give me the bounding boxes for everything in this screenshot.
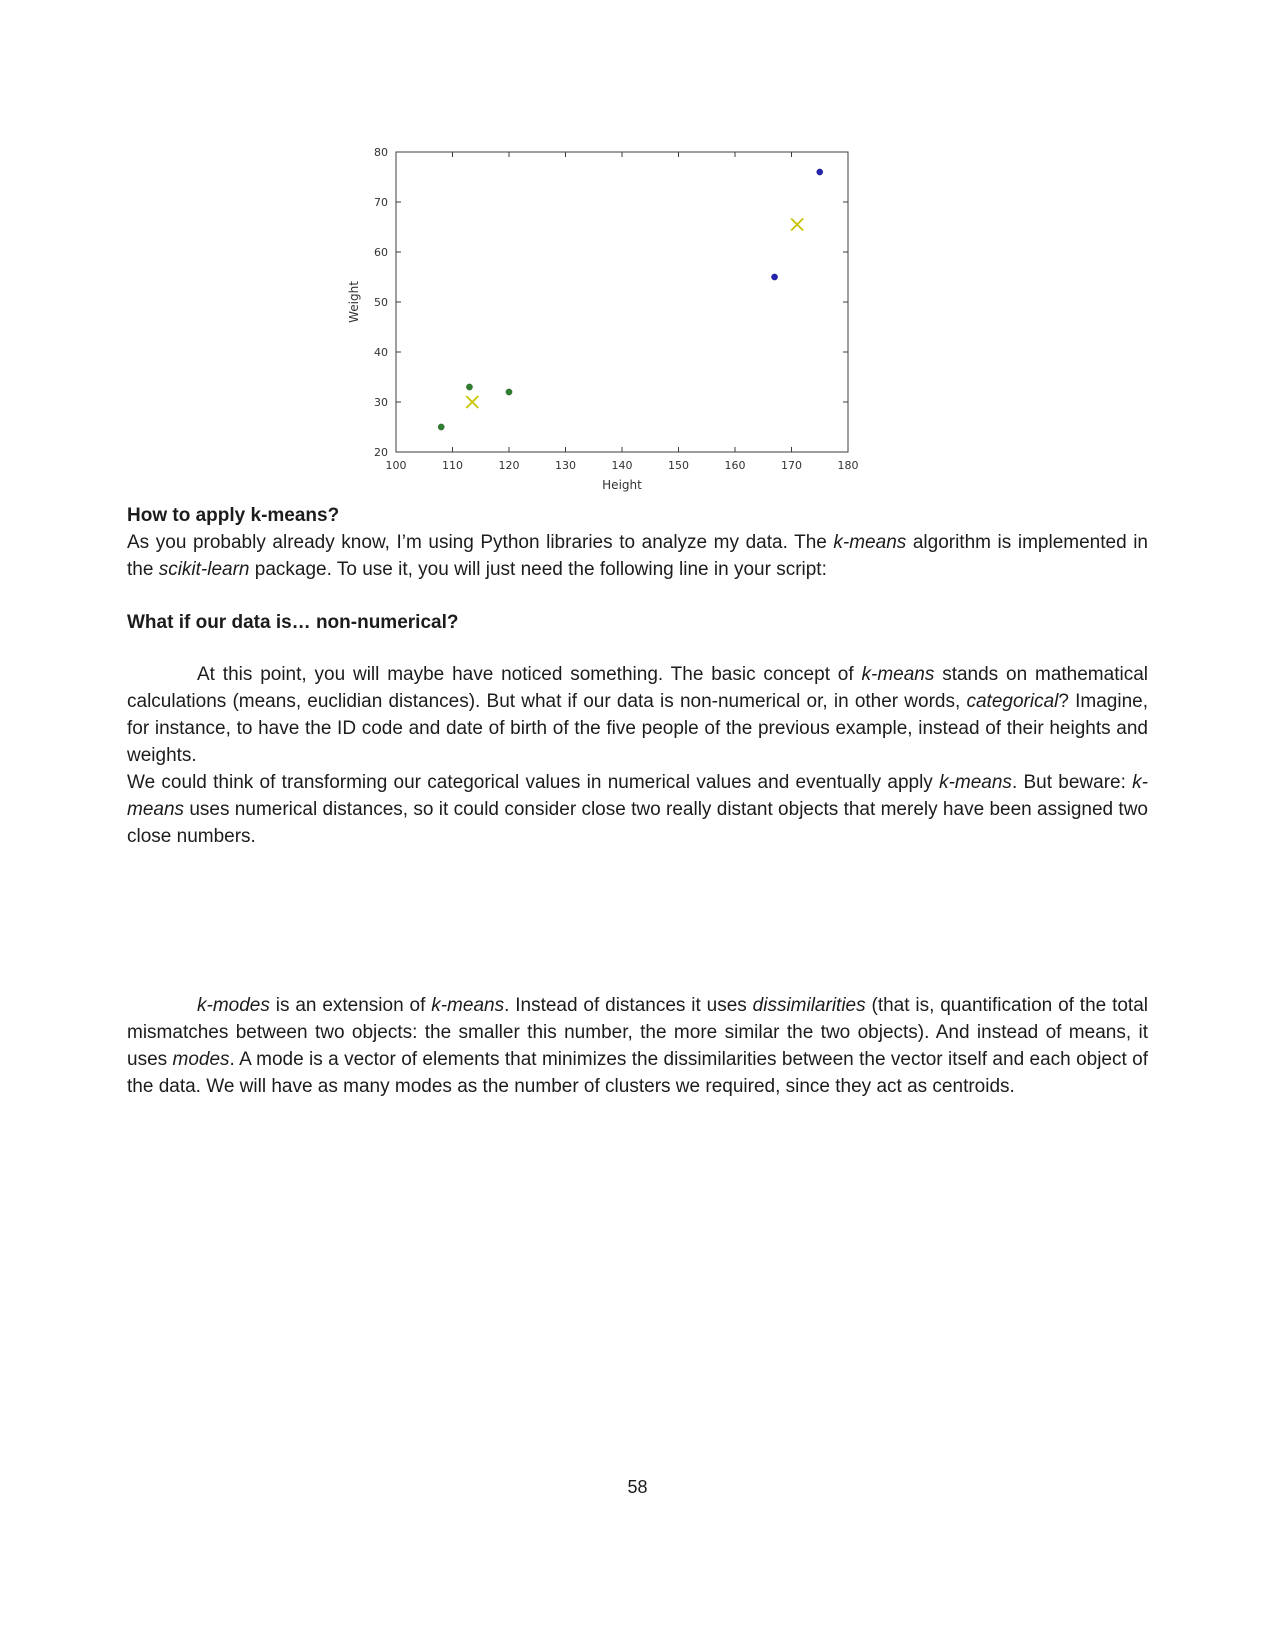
svg-text:70: 70 <box>374 196 388 209</box>
svg-text:50: 50 <box>374 296 388 309</box>
scatter-plot <box>342 140 864 492</box>
page-number: 58 <box>627 1477 648 1497</box>
svg-text:140: 140 <box>611 459 633 472</box>
svg-text:100: 100 <box>385 459 407 472</box>
section-heading-how-to-apply: How to apply k-means? <box>127 505 340 526</box>
svg-text:60: 60 <box>374 246 388 259</box>
svg-text:80: 80 <box>374 146 388 159</box>
svg-text:40: 40 <box>374 346 388 359</box>
svg-text:30: 30 <box>374 396 388 409</box>
svg-text:180: 180 <box>837 459 859 472</box>
svg-text:150: 150 <box>668 459 689 472</box>
svg-text:160: 160 <box>724 459 746 472</box>
kmeans-scatter-figure <box>342 140 864 492</box>
paragraph-transform-categorical: We could think of transforming our categorical values in numerical values and eventually apply k-means. But beware: k-means uses numerical distances, so it could consider close two really distant objects that merely have been assigned two close numbers. <box>127 772 1148 847</box>
paragraph-kmeans-python: As you probably already know, I’m using Python libraries to analyze my data. The k-means algorithm is implemented in the scikit-learn package. To use it, you will just need the following line in your script: <box>127 532 1149 580</box>
svg-text:20: 20 <box>374 446 388 459</box>
paragraph-kmodes: k-modes is an extension of k-means. Instead of distances it uses dissimilarities (that is, quantification of the total mismatches between two objects: the smaller this number, the more similar the two objects). And instead of means, it uses modes. A mode is a vector of elements that minimizes the dissimilarities between the vector itself and each object of the data. We will have as many modes as the number of clusters we required, since they act as centroids. <box>127 995 1148 1097</box>
svg-text:110: 110 <box>442 459 463 472</box>
svg-text:120: 120 <box>498 459 520 472</box>
svg-text:170: 170 <box>781 459 802 472</box>
svg-text:130: 130 <box>555 459 576 472</box>
section-heading-non-numerical: What if our data is… non-numerical? <box>127 612 459 633</box>
svg-text:Height: Height <box>602 478 642 492</box>
paragraph-non-numerical-concept: At this point, you will maybe have noticed something. The basic concept of k-means stands on mathematical calculations (means, euclidian distances). But what if our data is non-numerical or, in other words, categorical? Imagine, for instance, to have the ID code and date of birth of the five people of the previous example, instead of their heights and weights. <box>127 664 1148 766</box>
page-content <box>127 0 1148 1100</box>
svg-text:Weight: Weight <box>347 281 361 323</box>
